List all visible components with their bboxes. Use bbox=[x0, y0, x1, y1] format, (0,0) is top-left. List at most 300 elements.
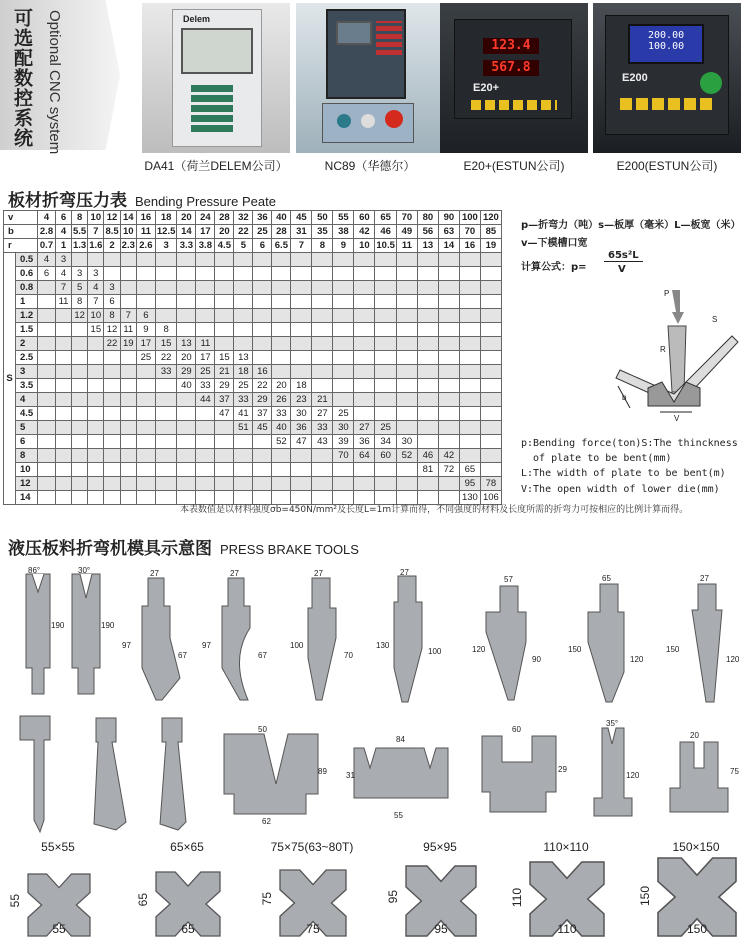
controller-nc89 bbox=[296, 3, 444, 153]
pressure-cell: 13 bbox=[234, 351, 253, 365]
empty-cell bbox=[480, 323, 501, 337]
empty-cell bbox=[312, 337, 333, 351]
empty-cell bbox=[56, 337, 72, 351]
empty-cell bbox=[196, 449, 215, 463]
upper-punch bbox=[18, 566, 65, 700]
empty-cell bbox=[196, 477, 215, 491]
tools-title bbox=[8, 534, 359, 559]
table-row bbox=[4, 281, 502, 295]
empty-cell bbox=[155, 281, 177, 295]
empty-cell bbox=[272, 449, 291, 463]
e20-readout-2: 567.8 bbox=[483, 60, 539, 76]
empty-cell bbox=[72, 365, 88, 379]
empty-cell bbox=[375, 407, 397, 421]
row-s-value: 0.6 bbox=[16, 267, 38, 281]
empty-cell bbox=[438, 477, 459, 491]
empty-cell bbox=[253, 281, 272, 295]
legend-en-4: V:The open width of lower die(mm) bbox=[521, 484, 720, 495]
empty-cell bbox=[333, 379, 354, 393]
row-s-value: 4.5 bbox=[16, 407, 38, 421]
header-cell: 14 bbox=[177, 225, 196, 239]
dim-height: 190 bbox=[101, 621, 115, 630]
dim-height: 97 bbox=[122, 641, 131, 650]
dim-height-2: 90 bbox=[532, 655, 541, 664]
pressure-cell: 15 bbox=[88, 323, 104, 337]
pressure-cell: 3 bbox=[56, 253, 72, 267]
pressure-cell: 9 bbox=[136, 323, 155, 337]
header-cell: 20 bbox=[177, 211, 196, 225]
empty-cell bbox=[354, 267, 375, 281]
header-cell: 36 bbox=[253, 211, 272, 225]
empty-cell bbox=[56, 393, 72, 407]
pressure-cell: 22 bbox=[104, 337, 120, 351]
header-cell: 8.5 bbox=[105, 226, 119, 237]
controller-e20 bbox=[440, 3, 588, 153]
empty-cell bbox=[120, 393, 136, 407]
pressure-cell: 43 bbox=[312, 435, 333, 449]
empty-cell bbox=[354, 365, 375, 379]
empty-cell bbox=[177, 281, 196, 295]
pressure-cell: 7 bbox=[56, 281, 72, 295]
empty-cell bbox=[72, 337, 88, 351]
empty-cell bbox=[354, 309, 375, 323]
empty-cell bbox=[88, 365, 104, 379]
empty-cell bbox=[291, 365, 312, 379]
pressure-cell: 30 bbox=[291, 407, 312, 421]
empty-cell bbox=[417, 379, 438, 393]
header-cell: 50 bbox=[312, 211, 333, 225]
empty-cell bbox=[104, 491, 120, 505]
header-cell: 3 bbox=[155, 239, 177, 253]
header-cell: 12 bbox=[104, 211, 120, 225]
empty-cell bbox=[104, 351, 120, 365]
pressure-cell: 25 bbox=[375, 421, 397, 435]
empty-cell bbox=[38, 365, 56, 379]
e20-readout-1: 123.4 bbox=[483, 38, 539, 54]
pressure-cell: 37 bbox=[215, 393, 234, 407]
pressure-cell: 46 bbox=[417, 449, 438, 463]
pressure-cell: 51 bbox=[234, 421, 253, 435]
empty-cell bbox=[375, 365, 397, 379]
empty-cell bbox=[234, 267, 253, 281]
vee-caption: 110×110 bbox=[543, 840, 589, 854]
table-row bbox=[4, 365, 502, 379]
empty-cell bbox=[312, 309, 333, 323]
empty-cell bbox=[272, 477, 291, 491]
empty-cell bbox=[253, 435, 272, 449]
empty-cell bbox=[438, 379, 459, 393]
header-cell: 70 bbox=[459, 225, 480, 239]
empty-cell bbox=[396, 253, 417, 267]
header-cell: 24 bbox=[196, 211, 215, 225]
legend-en-2: of plate to be bent(mm) bbox=[521, 453, 672, 464]
empty-cell bbox=[312, 295, 333, 309]
empty-cell bbox=[120, 267, 136, 281]
empty-cell bbox=[459, 323, 480, 337]
empty-cell bbox=[155, 449, 177, 463]
empty-cell bbox=[88, 463, 104, 477]
empty-cell bbox=[234, 449, 253, 463]
e200-brand: E200 bbox=[622, 72, 648, 84]
empty-cell bbox=[480, 435, 501, 449]
empty-cell bbox=[56, 435, 72, 449]
empty-cell bbox=[155, 379, 177, 393]
empty-cell bbox=[396, 477, 417, 491]
row-s-value: 3.5 bbox=[16, 379, 38, 393]
pressure-cell: 18 bbox=[234, 365, 253, 379]
empty-cell bbox=[459, 309, 480, 323]
lower-die bbox=[664, 728, 744, 828]
empty-cell bbox=[253, 323, 272, 337]
dim-height: 89 bbox=[318, 767, 327, 776]
empty-cell bbox=[215, 449, 234, 463]
empty-cell bbox=[438, 337, 459, 351]
pressure-cell: 13 bbox=[177, 337, 196, 351]
header-cell: 7 bbox=[291, 239, 312, 253]
vee-width-label: 55 bbox=[52, 922, 66, 936]
empty-cell bbox=[480, 351, 501, 365]
empty-cell bbox=[417, 295, 438, 309]
empty-cell bbox=[215, 323, 234, 337]
pressure-cell: 6 bbox=[38, 267, 56, 281]
empty-cell bbox=[215, 463, 234, 477]
pressure-cell: 20 bbox=[177, 351, 196, 365]
header-cell: 1.6 bbox=[89, 240, 103, 251]
pressure-cell: 25 bbox=[234, 379, 253, 393]
pressure-cell: 25 bbox=[136, 351, 155, 365]
header-cell: 80 bbox=[417, 211, 438, 225]
empty-cell bbox=[120, 379, 136, 393]
empty-cell bbox=[354, 463, 375, 477]
pressure-footnote: 本表数值是以材料强度σb=450N/mm²及长度L=1m计算而得，不同强度的材料及长度所需的折弯力可按相应的比例计算而得。 bbox=[180, 505, 689, 515]
empty-cell bbox=[88, 379, 104, 393]
empty-cell bbox=[312, 379, 333, 393]
controller-caption: NC89（华德尔） bbox=[324, 159, 416, 173]
empty-cell bbox=[375, 463, 397, 477]
empty-cell bbox=[253, 449, 272, 463]
empty-cell bbox=[177, 477, 196, 491]
pressure-cell: 33 bbox=[234, 393, 253, 407]
table-row bbox=[4, 421, 502, 435]
row-s-value: 6 bbox=[16, 435, 38, 449]
empty-cell bbox=[291, 463, 312, 477]
empty-cell bbox=[396, 463, 417, 477]
upper-punch bbox=[120, 568, 190, 708]
row-s-value: 0.8 bbox=[16, 281, 38, 295]
empty-cell bbox=[196, 323, 215, 337]
empty-cell bbox=[253, 309, 272, 323]
dim-height: 150 bbox=[666, 645, 680, 654]
upper-punch bbox=[200, 568, 270, 708]
empty-cell bbox=[480, 253, 501, 267]
dim-height-2: 67 bbox=[258, 651, 267, 660]
empty-cell bbox=[272, 365, 291, 379]
empty-cell bbox=[396, 393, 417, 407]
empty-cell bbox=[38, 449, 56, 463]
pressure-cell: 15 bbox=[215, 351, 234, 365]
empty-cell bbox=[272, 281, 291, 295]
empty-cell bbox=[438, 309, 459, 323]
empty-cell bbox=[438, 435, 459, 449]
row-s-value: 1 bbox=[16, 295, 38, 309]
empty-cell bbox=[155, 295, 177, 309]
empty-cell bbox=[215, 253, 234, 267]
empty-cell bbox=[396, 323, 417, 337]
upper-punch bbox=[66, 566, 115, 700]
header-cell: 5 bbox=[234, 239, 253, 253]
lower-tool bbox=[12, 710, 60, 836]
empty-cell bbox=[215, 309, 234, 323]
empty-cell bbox=[88, 337, 104, 351]
header-label: v bbox=[4, 211, 38, 225]
pressure-cell: 36 bbox=[354, 435, 375, 449]
empty-cell bbox=[272, 309, 291, 323]
upper-punch bbox=[566, 572, 646, 708]
empty-cell bbox=[375, 323, 397, 337]
pressure-cell: 40 bbox=[272, 421, 291, 435]
empty-cell bbox=[253, 477, 272, 491]
empty-cell bbox=[177, 449, 196, 463]
header-cell: 10.5 bbox=[376, 240, 395, 251]
empty-cell bbox=[104, 435, 120, 449]
pressure-cell: 39 bbox=[333, 435, 354, 449]
dim-height-2: 67 bbox=[178, 651, 187, 660]
table-row bbox=[4, 253, 502, 267]
empty-cell bbox=[396, 407, 417, 421]
vee-height-label: 75 bbox=[260, 892, 274, 906]
header-cell: 11 bbox=[396, 239, 417, 253]
empty-cell bbox=[375, 351, 397, 365]
header-cell: 28 bbox=[215, 211, 234, 225]
empty-cell bbox=[196, 253, 215, 267]
empty-cell bbox=[177, 267, 196, 281]
cnc-title-cn: 可选配数控系统 bbox=[11, 8, 33, 148]
empty-cell bbox=[480, 449, 501, 463]
pressure-cell: 25 bbox=[333, 407, 354, 421]
empty-cell bbox=[155, 435, 177, 449]
pressure-cell: 22 bbox=[155, 351, 177, 365]
empty-cell bbox=[291, 267, 312, 281]
empty-cell bbox=[253, 295, 272, 309]
header-cell: 6 bbox=[253, 239, 272, 253]
empty-cell bbox=[375, 379, 397, 393]
pressure-cell: 16 bbox=[253, 365, 272, 379]
empty-cell bbox=[196, 463, 215, 477]
dim-height: 97 bbox=[202, 641, 211, 650]
empty-cell bbox=[38, 463, 56, 477]
row-s-value: 14 bbox=[16, 491, 38, 505]
pressure-cell: 15 bbox=[155, 337, 177, 351]
upper-punch bbox=[374, 568, 444, 708]
empty-cell bbox=[312, 449, 333, 463]
empty-cell bbox=[312, 267, 333, 281]
table-row bbox=[4, 449, 502, 463]
vee-height-label: 65 bbox=[136, 893, 150, 907]
pressure-cell: 29 bbox=[177, 365, 196, 379]
pressure-cell: 78 bbox=[480, 477, 501, 491]
empty-cell bbox=[272, 323, 291, 337]
row-s-value: 5 bbox=[16, 421, 38, 435]
empty-cell bbox=[155, 267, 177, 281]
empty-cell bbox=[417, 421, 438, 435]
empty-cell bbox=[480, 267, 501, 281]
empty-cell bbox=[312, 477, 333, 491]
header-cell: 17 bbox=[196, 225, 215, 239]
header-cell: 25 bbox=[253, 225, 272, 239]
empty-cell bbox=[72, 379, 88, 393]
header-cell: 2 bbox=[104, 239, 120, 253]
bending-diagram bbox=[600, 282, 740, 422]
pressure-cell: 37 bbox=[253, 407, 272, 421]
tools-title-en: PRESS BRAKE TOOLS bbox=[220, 542, 359, 557]
empty-cell bbox=[56, 477, 72, 491]
empty-cell bbox=[459, 281, 480, 295]
dim-top: 84 bbox=[396, 735, 405, 744]
dim-top: 30° bbox=[78, 566, 91, 575]
empty-cell bbox=[38, 295, 56, 309]
pressure-cell: 44 bbox=[196, 393, 215, 407]
empty-cell bbox=[120, 407, 136, 421]
empty-cell bbox=[375, 393, 397, 407]
lower-die bbox=[346, 728, 456, 828]
empty-cell bbox=[333, 281, 354, 295]
header-cell: 14 bbox=[120, 211, 136, 225]
empty-cell bbox=[333, 393, 354, 407]
empty-cell bbox=[459, 267, 480, 281]
empty-cell bbox=[104, 267, 120, 281]
dim-height: 150 bbox=[568, 645, 582, 654]
empty-cell bbox=[417, 281, 438, 295]
empty-cell bbox=[120, 421, 136, 435]
pressure-cell: 17 bbox=[196, 351, 215, 365]
header-cell: 16 bbox=[136, 211, 155, 225]
empty-cell bbox=[291, 253, 312, 267]
pressure-cell: 4 bbox=[56, 267, 72, 281]
vee-width-label: 75 bbox=[306, 922, 320, 936]
formula-denominator: V bbox=[618, 264, 626, 275]
empty-cell bbox=[438, 267, 459, 281]
empty-cell bbox=[155, 253, 177, 267]
empty-cell bbox=[72, 491, 88, 505]
empty-cell bbox=[136, 477, 155, 491]
empty-cell bbox=[56, 351, 72, 365]
pressure-cell: 27 bbox=[312, 407, 333, 421]
pressure-cell: 47 bbox=[291, 435, 312, 449]
empty-cell bbox=[417, 393, 438, 407]
empty-cell bbox=[333, 267, 354, 281]
header-cell: 12.5 bbox=[156, 226, 176, 237]
empty-cell bbox=[291, 449, 312, 463]
pressure-cell: 47 bbox=[215, 407, 234, 421]
empty-cell bbox=[375, 337, 397, 351]
dim-bottom: 55 bbox=[394, 811, 403, 820]
pressure-cell: 30 bbox=[333, 421, 354, 435]
empty-cell bbox=[38, 393, 56, 407]
empty-cell bbox=[480, 365, 501, 379]
formula-numerator: 65s²L bbox=[604, 250, 643, 262]
empty-cell bbox=[120, 253, 136, 267]
empty-cell bbox=[459, 407, 480, 421]
empty-cell bbox=[417, 351, 438, 365]
diagram-label-s: S bbox=[712, 315, 718, 324]
empty-cell bbox=[155, 463, 177, 477]
pressure-cell: 21 bbox=[312, 393, 333, 407]
header-cell: 40 bbox=[272, 211, 291, 225]
empty-cell bbox=[333, 295, 354, 309]
empty-cell bbox=[88, 421, 104, 435]
empty-cell bbox=[480, 393, 501, 407]
pressure-cell: 81 bbox=[417, 463, 438, 477]
empty-cell bbox=[120, 477, 136, 491]
pressure-cell: 12 bbox=[104, 323, 120, 337]
row-s-value: 8 bbox=[16, 449, 38, 463]
vee-caption: 55×55 bbox=[41, 840, 75, 854]
empty-cell bbox=[177, 407, 196, 421]
dim-height: 31 bbox=[346, 771, 355, 780]
pressure-cell: 4 bbox=[88, 281, 104, 295]
empty-cell bbox=[354, 393, 375, 407]
empty-cell bbox=[38, 407, 56, 421]
pressure-cell: 29 bbox=[253, 393, 272, 407]
dim-top: 27 bbox=[700, 574, 709, 583]
pressure-cell: 34 bbox=[375, 435, 397, 449]
empty-cell bbox=[459, 449, 480, 463]
vee-width-label: 95 bbox=[434, 922, 448, 936]
pressure-cell: 64 bbox=[354, 449, 375, 463]
row-s-value: 12 bbox=[16, 477, 38, 491]
table-row bbox=[4, 309, 502, 323]
empty-cell bbox=[480, 281, 501, 295]
header-cell: 90 bbox=[438, 211, 459, 225]
empty-cell bbox=[177, 253, 196, 267]
empty-cell bbox=[72, 393, 88, 407]
empty-cell bbox=[88, 449, 104, 463]
pressure-cell: 7 bbox=[88, 295, 104, 309]
pressure-cell: 23 bbox=[291, 393, 312, 407]
table-row bbox=[4, 351, 502, 365]
pressure-cell: 11 bbox=[56, 295, 72, 309]
empty-cell bbox=[375, 281, 397, 295]
empty-cell bbox=[196, 267, 215, 281]
diagram-label-b: b bbox=[622, 393, 627, 402]
empty-cell bbox=[253, 351, 272, 365]
empty-cell bbox=[177, 393, 196, 407]
header-cell: 28 bbox=[272, 225, 291, 239]
row-s-value: 1.5 bbox=[16, 323, 38, 337]
empty-cell bbox=[253, 337, 272, 351]
pressure-cell: 33 bbox=[312, 421, 333, 435]
empty-cell bbox=[120, 365, 136, 379]
header-cell: 35 bbox=[312, 225, 333, 239]
header-cell: 22 bbox=[234, 225, 253, 239]
empty-cell bbox=[72, 477, 88, 491]
empty-cell bbox=[438, 281, 459, 295]
header-cell: 56 bbox=[417, 225, 438, 239]
empty-cell bbox=[291, 477, 312, 491]
pressure-cell: 10 bbox=[88, 309, 104, 323]
empty-cell bbox=[234, 435, 253, 449]
empty-cell bbox=[375, 253, 397, 267]
empty-cell bbox=[438, 295, 459, 309]
pressure-cell: 11 bbox=[120, 323, 136, 337]
empty-cell bbox=[312, 463, 333, 477]
empty-cell bbox=[354, 477, 375, 491]
header-cell: 32 bbox=[234, 211, 253, 225]
header-cell: 2.3 bbox=[121, 240, 135, 251]
empty-cell bbox=[396, 281, 417, 295]
empty-cell bbox=[120, 491, 136, 505]
empty-cell bbox=[459, 379, 480, 393]
